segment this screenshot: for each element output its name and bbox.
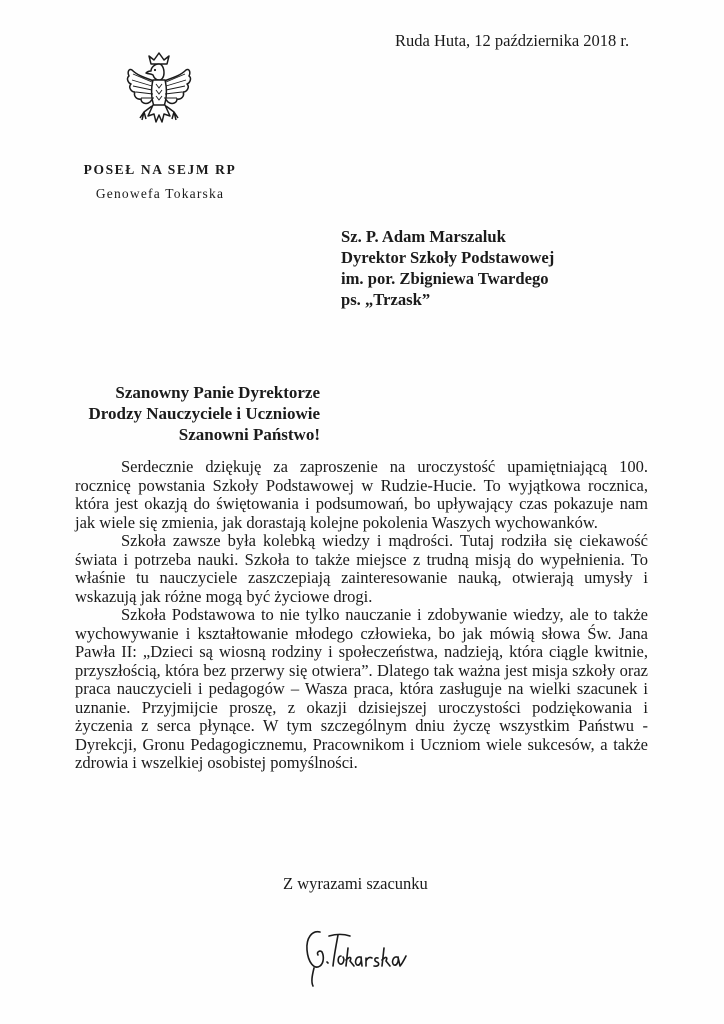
recipient-line: ps. „Trzask” [341,290,431,309]
recipient-address [341,226,554,310]
sender-name: Genowefa Tokarska [95,186,225,201]
letter-body [75,458,648,773]
body-paragraph: Szkoła zawsze była kolebką wiedzy i mądrości. Tutaj rodziła się ciekawość świata i potrzeba nauki. Szkoła to także miejsce z trudną misją do wypełnienia. To właśnie tu nauczyciele zaszczepiają zainteresowanie nauką, otwierają umysły i wskazują jak różne mogą być życiowe drogi. [75,531,648,606]
salutation-line: Szanowny Panie Dyrektorze [115,383,320,402]
recipient-line: Dyrektor Szkoły Podstawowej [341,248,555,267]
recipient-line: im. por. Zbigniewa Twardego [341,269,549,288]
date-line: Ruda Huta, 12 października 2018 r. [395,31,630,50]
salutation-line: Szanowni Państwo! [178,425,320,444]
body-paragraph: Serdecznie dziękuję za zaproszenie na uroczystość upamiętniającą 100. rocznicę powstania Szkoły Podstawowej w Rudzie-Hucie. To wyjątkowa rocznica, która jest okazją do świętowania i podsumowań, bo upływający czas pokazuje nam jak wiele się zmienia, jak dorastają kolejne pokolenia Waszych wychowanków. [75,457,648,532]
recipient-line: Sz. P. Adam Marszaluk [341,227,506,246]
sender-title: POSEŁ NA SEJM RP [83,162,237,177]
polish-eagle-emblem-icon [124,52,194,134]
sender-block [60,162,260,202]
closing-line: Z wyrazami szacunku [283,874,428,893]
handwritten-signature [300,922,412,990]
body-paragraph: Szkoła Podstawowa to nie tylko nauczanie i zdobywanie wiedzy, ale to także wychowywanie i kształtowanie młodego człowieka, bo jak mówią słowa Św. Jana Pawła II: „Dzieci są wiosną rodziny i społeczeństwa, nadzieją, która ciągle kwitnie, przyszłością, która bez przerwy się otwiera”. Dlatego tak ważna jest misja szkoły oraz praca nauczycieli i pedagogów – Wasza praca, która zasługuje na wielki szacunek i uznanie. Przyjmijcie proszę, z okazji dzisiejszej uroczystości podziękowania i życzenia z serca płynące. W tym szczególnym dniu życzę wszystkim Państwu - Dyrekcji, Gronu Pedagogicznemu, Pracownikom i Uczniom wiele sukcesów, a także zdrowia i wszelkiej osobistej pomyślności. [75,605,648,772]
salutation [70,382,320,445]
salutation-line: Drodzy Nauczyciele i Uczniowie [88,404,320,423]
